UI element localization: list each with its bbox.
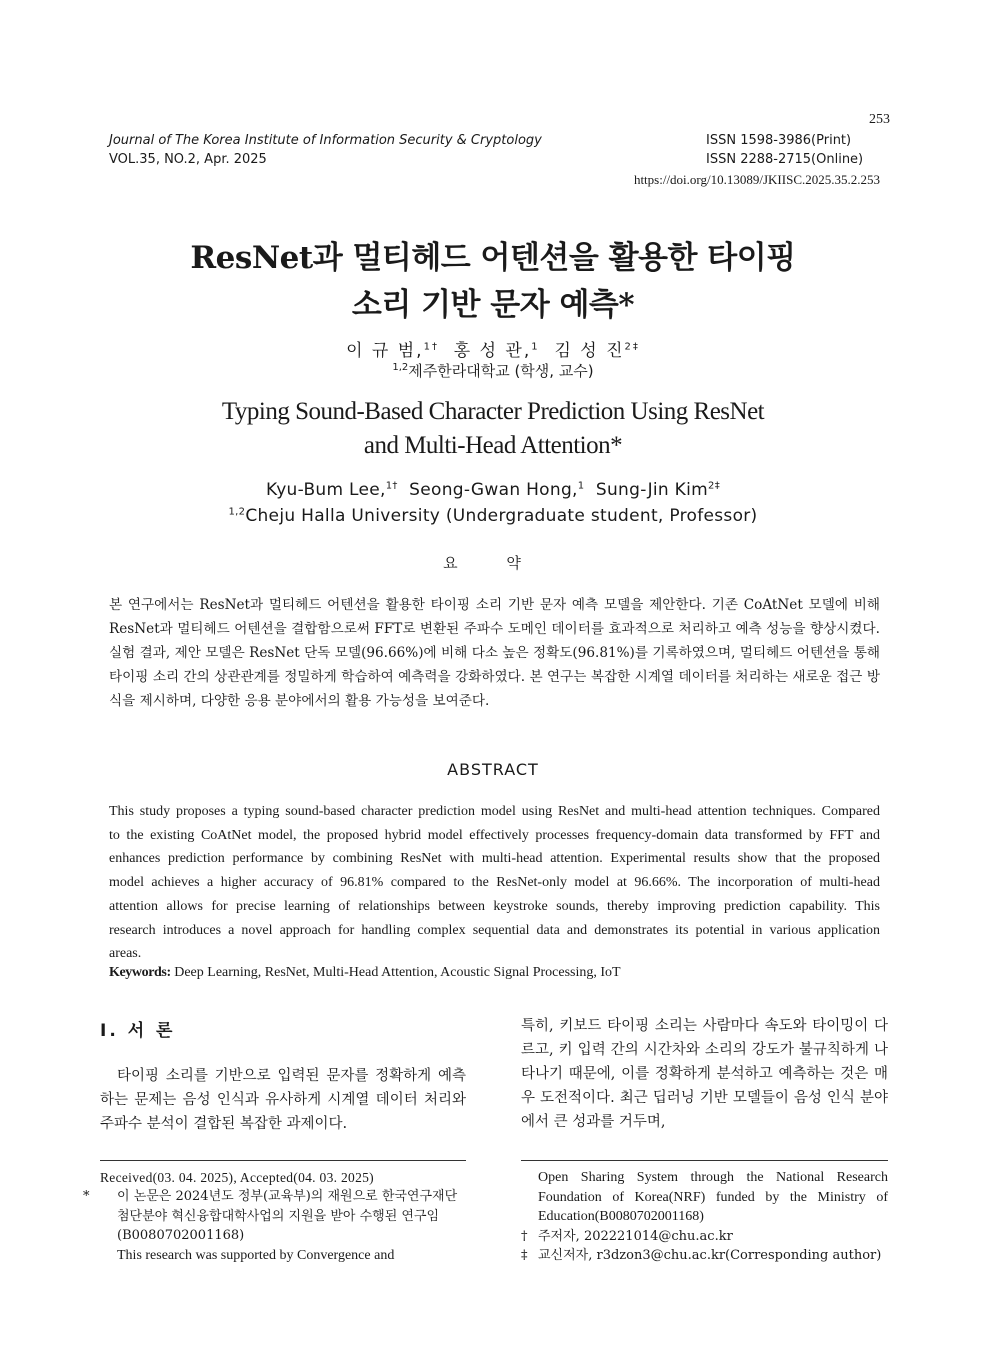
- keywords-list: Deep Learning, ResNet, Multi-Head Attention, Acoustic Signal Processing, IoT: [174, 965, 621, 980]
- author-3-mark-en: 2‡: [708, 480, 720, 492]
- keywords-label: Keywords:: [109, 965, 171, 980]
- doi-link[interactable]: https://doi.org/10.13089/JKIISC.2025.35.2.253: [633, 172, 880, 187]
- authors-korean: [0, 336, 986, 361]
- authors-english: [0, 480, 986, 500]
- paper-title-english-line-1: Typing Sound-Based Character Prediction Using ResNet: [221, 398, 765, 425]
- journal-name: Journal of The Korea Institute of Information Security & Cryptology: [109, 133, 542, 148]
- footnote-funding-korean-text: 이 논문은 2024년도 정부(교육부)의 재원으로 한국연구재단 첨단분야 혁신융합대학사업의 지원을 받아 수행된 연구임(B0080702001168): [117, 1189, 458, 1243]
- body-paragraph-right: 특히, 키보드 타이핑 소리는 사람마다 속도와 타이밍이 다르고, 키 입력 간의 시간차와 소리의 강도가 불규칙하게 나타나기 때문에, 이를 정확하게 분석하고 예측하는 것은 매우 도전적이다. 최근 딥러닝 기반 모델들이 음성 인식 분야에서 큰 성과를 거두며,: [521, 1018, 888, 1130]
- affiliation-korean: [0, 360, 986, 381]
- paper-title-english-line-2: and Multi-Head Attention*: [363, 432, 623, 459]
- abstract-korean-heading: 요 약: [443, 554, 543, 572]
- affiliation-mark-ko: 1,2: [392, 362, 409, 373]
- affiliation-english: [0, 506, 986, 526]
- author-2-mark-ko: 1: [531, 341, 540, 353]
- abstract-korean-text: 본 연구에서는 ResNet과 멀티헤드 어텐션을 활용한 타이핑 소리 기반 문자 예측 모델을 제안한다. 기존 CoAtNet 모델에 비해 ResNet과 멀티헤드 어텐션을 결합함으로써 FFT로 변환된 주파수 도메인 데이터를 효과적으로 처리하고 예측 성능을 향상시켰다. 실험 결과, 제안 모델은 ResNet 단독 모델(96.66%)에 비해 다소 높은 정확도(96.81%)를 기록하였으며, 멀티헤드 어텐션을 통해 타이핑 소리 간의 상관관계를 정밀하게 학습하여 예측력을 강화하였다. 본 연구는 복잡한 시계열 데이터를 처리하는 새로운 접근 방식을 제시하며, 다양한 응용 분야에서의 활용 가능성을 보여준다.: [109, 597, 880, 709]
- first-author-contact[interactable]: 주저자, 202221014@chu.ac.kr: [538, 1229, 733, 1244]
- footnote-corresponding-author: [521, 1246, 881, 1266]
- affiliation-mark-en: 1,2: [228, 506, 246, 518]
- author-2-name-en: Seong-Gwan Hong,: [409, 480, 578, 500]
- affiliation-text-en: Cheju Halla University (Undergraduate student, Professor): [245, 506, 758, 526]
- first-author-mark: †: [521, 1229, 528, 1244]
- author-1-mark-en: 1†: [385, 480, 398, 492]
- footnote-first-author: [521, 1227, 733, 1247]
- footnote-funding-korean: [83, 1187, 468, 1246]
- author-3-name-ko: 김 성 진: [554, 341, 625, 361]
- abstract-english-text: This study proposes a typing sound-based character prediction model using ResNet and multi-head attention techniques. Compared to the existing CoAtNet model, the proposed hybrid model effectively processes frequency-domain data transformed by FFT and enhances prediction performance by combining ResNet with multi-head attention. Experimental results show that the proposed model achieves a higher accuracy of 96.81% compared to the ResNet-only model at 96.66%. The incorporation of multi-head attention allows for precise learning of relationships between keystroke sounds, thereby improving prediction capability. This research introduces a novel approach for handling complex sequential data and demonstrates its potential in various application areas.: [109, 804, 880, 962]
- author-3-mark-ko: 2‡: [624, 341, 640, 353]
- corresponding-author-mark: ‡: [521, 1248, 528, 1263]
- author-2-mark-en: 1: [577, 480, 585, 492]
- author-3-name-en: Sung-Jin Kim: [595, 480, 709, 500]
- keywords: [109, 965, 880, 981]
- footnote-divider-right: [521, 1160, 888, 1161]
- footnote-funding-english-part-2: Open Sharing System through the National Research Foundation of Korea(NRF) funded by the Ministry of Education(B0080702001168): [538, 1170, 888, 1224]
- issn-print: ISSN 1598-3986(Print): [706, 133, 852, 148]
- footnote-funding-mark: *: [83, 1189, 90, 1204]
- volume-info: VOL.35, NO.2, Apr. 2025: [109, 152, 267, 167]
- section-heading-introduction: I. 서 론: [100, 1021, 176, 1041]
- corresponding-author-contact[interactable]: 교신저자, r3dzon3@chu.ac.kr(Corresponding author): [538, 1248, 882, 1263]
- affiliation-text-ko: 제주한라대학교 (학생, 교수): [408, 362, 594, 380]
- page-number: 253: [869, 112, 890, 127]
- author-2-name-ko: 홍 성 관,: [453, 341, 532, 361]
- paper-title-korean-line-2: 소리 기반 문자 예측*: [351, 287, 635, 323]
- paper-title-korean-line-1: ResNet과 멀티헤드 어텐션을 활용한 타이핑: [190, 240, 796, 276]
- author-1-name-en: Kyu-Bum Lee,: [265, 480, 386, 500]
- abstract-english-heading: ABSTRACT: [447, 760, 539, 779]
- footnote-received-accepted: Received(03. 04. 2025), Accepted(04. 03. 2025): [100, 1170, 374, 1185]
- body-paragraph-left: 타이핑 소리를 기반으로 입력된 문자를 정확하게 예측하는 문제는 음성 인식과 유사하게 시계열 데이터 처리와 주파수 분석이 결합된 복잡한 과제이다.: [100, 1068, 466, 1132]
- author-1-name-ko: 이 규 범,: [346, 341, 424, 361]
- footnote-funding-english-part-1: This research was supported by Convergence and: [117, 1248, 395, 1263]
- issn-online: ISSN 2288-2715(Online): [706, 152, 864, 167]
- footnote-divider-left: [100, 1160, 466, 1161]
- author-1-mark-ko: 1†: [423, 341, 439, 353]
